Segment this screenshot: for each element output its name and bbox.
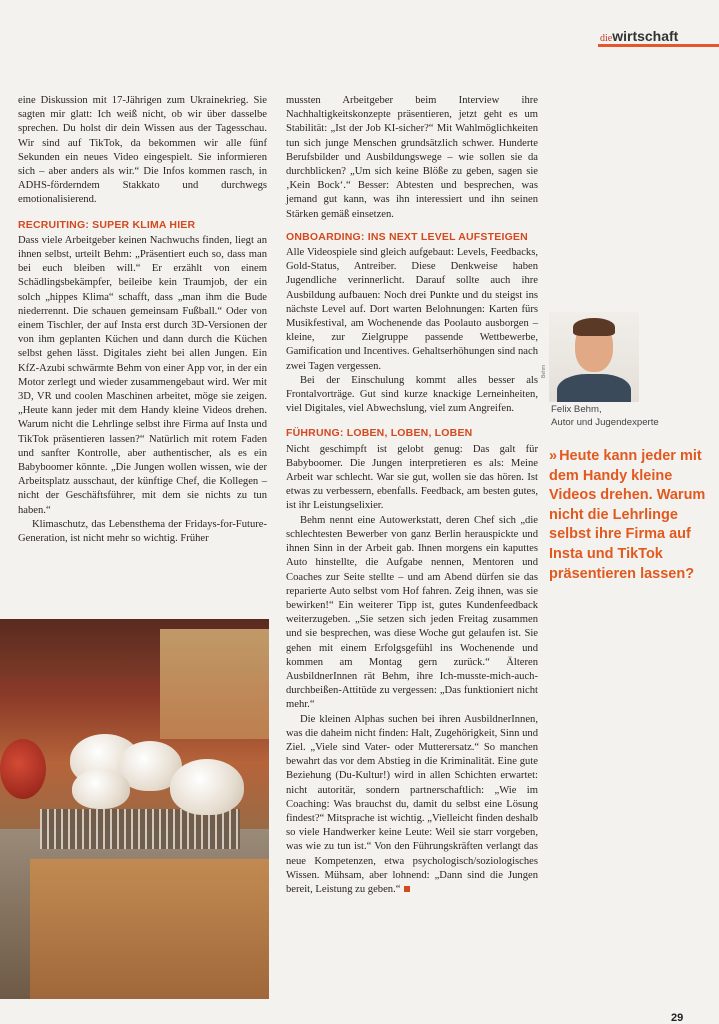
cup-icon (72, 769, 130, 809)
section-title: wirtschaft (612, 28, 679, 44)
workshop-paragraph: Behm nennt eine Autowerkstatt, deren Chef sich „die schlechtesten Bewerber von ganz Berlin herauspickte und ihnen Sinn in der Arbeit gab. Ihnen morgens ein kaputtes Auto hinstellte, die Aufgabe nennen, Mentoren und Coaches zur Seite stellte – und am Abend dürfen sie das reparierte Auto selbst vom Hof fahren. Zeig ihnen, was sie bewirken!“ Ein weiterer Tipp ist, gutes Kundenfeedback weiterzugeben. „Sie setzen sich jeden Freitag zusammen und sie besprechen, was diese Woche gut gelaufen ist. Sie gehen mit einem Erfolgsgefühl ins Wochenende und kommen am Montag gern zurück.“ Älteren AusbildnerInnen rät Behm, ihre Ich-musste-mich-auch-durchbeißen-Attitüde zu vergessen: „Das funktioniert nicht mehr.“ (286, 514, 538, 711)
portrait-caption (551, 404, 659, 429)
pull-quote-text: Heute kann jeder mit dem Handy kleine Videos drehen. Warum nicht die Lehrlinge selbst ihre Firma auf Insta und TikTok präsentieren lassen? (549, 448, 706, 582)
end-mark-icon (404, 886, 410, 892)
climate-paragraph: Klimaschutz, das Lebensthema der Fridays-for-Future-Generation, ist nicht mehr so wichtig. Früher (18, 518, 267, 545)
mid-intro-paragraph: mussten Arbeitgeber beim Interview ihre Nachhaltigkeitskonzepte präsentieren, jetzt geht es um Stabilität: „Ist der Job KI-sicher?“ Mit Wahlmöglichkeiten tun sich junge Menschen grundsätzlich schwer. Hunderte Berufsbilder und Ausbildungswege – wie sollen sie da durchblicken? „Um sich keine Blöße zu geben, sagen sie ‚Kein Bock‘.“ Besser: Abtesten und besprechen, was jemand gut kann, was ihn interessiert und ihn seinen Stärken gemäß einsetzen. (286, 95, 538, 220)
caption-name: Felix Behm, (551, 404, 602, 415)
page-number: 29 (671, 1012, 684, 1024)
alphas-paragraph: Die kleinen Alphas suchen bei ihren AusbildnerInnen, was die daheim nicht finden: Halt, Zugehörigkeit, Sinn und Ziel. „Viele sind Vater- oder Mutterersatz.“ So manchen bewahrt das vor dem Abstieg in die Kriminalität. Eine gute Beziehung (Du-Kultur!) wird in allen Schichten erwartet: nicht autoritär, sondern partnerschaftlich: „Wie im Coaching: Was brauchst du, damit du selbst eine Lösung findest?“ Mitsprache ist wichtig. „Vielleicht finden deshalb so viele Handwerker keine Leute: Weil sie starr vorgeben, was wie zu tun ist.“ Von den Führungskräften verlangt das neue Kompetenzen, etwa psychologisch/soziologisches Wissen. Mühsam, aber lohnend: „Dann sind die Jungen bereit, Leistung zu geben.“ (286, 713, 538, 895)
onboarding-paragraph: Alle Videospiele sind gleich aufgebaut: Levels, Feedbacks, Gold-Status, Antreiber. Diese Denkweise haben Jugendliche verinnerlicht. Darauf sollte auch ihre Ausbildung aufbauen: Noch drei Punkte und du steigst ins nächste Level auf. Dort warten Belohnungen: Karten fürs Musikfestival, am Wochenende das Poolauto ausborgen – kleine, zur Zielgruppe passende Wettbewerbe, Gamification und Incentives. Gehaltserhöhungen sind nach zwei Tagen vergessen. (286, 247, 538, 372)
quote-arrow-icon: » (549, 448, 556, 464)
pull-quote (549, 447, 709, 584)
author-portrait (549, 312, 639, 402)
recruiting-paragraph: Dass viele Arbeitgeber keinen Nachwuchs finden, liegt an ihnen selbst, urteilt Behm: „Präsentiert euch so, dass man bei euch bleiben will.“ Er erzählt von einem Schädlingsbekämpfer, beileibe kein Traumjob, der ein solch „hippes Klima“ schafft, dass „man ihm die Bude niederrennt. Die schauen gemeinsam Fußball.“ Oder von einem Tischler, der auf Insta erst durch 3D-Versionen der von ihm geplanten Küchen und dann durch die Küchen selbst gehen lässt. Digitales zieht bei allen Jungen. Ein KfZ-Azubi schwärmte Behm von einer App vor, in der ein Motor zerlegt und wieder zusammengebaut wird. Wer mit 3D, VR und coolen Maschinen arbeitet, möge sie zeigen. „Heute kann jeder mit dem Handy kleine Videos drehen. Warum nicht die Lehrlinge selbst ihre Firma auf Insta und TikTok präsentieren lassen?“ Natürlich mit rotem Faden und sanfter Kontrolle, aber authentischer, als es ein Babyboomer könnte. „Die Jungen wollen wissen, wie der Arbeitsplatz ausschaut, der künftige Chef, die Kollegen – nicht der Geschäftsführer, mit dem sie nichts zu tun haben.“ (18, 234, 267, 516)
cup-icon (170, 759, 244, 815)
middle-column (286, 94, 538, 897)
section-prefix: die (600, 33, 613, 44)
coffee-machine-photo (0, 619, 269, 999)
training-paragraph: Bei der Einschulung kommt alles besser als Frontalvorträge. Gut sind kurze knackige Lerneinheiten, viel Digitales, viel Abwechslung, viel zum Angreifen. (286, 374, 538, 415)
praise-paragraph: Nicht geschimpft ist gelobt genug: Das galt für Babyboomer. Die Jungen interpretieren es als: Meine Arbeit war schlecht. War sie gut, wollen sie das hören. Ist etwas zu verbessern, ebenfalls. Feedback, am besten gutes, ist ihr Leistungselixier. (286, 443, 538, 512)
photo-credit: Behm (541, 364, 547, 378)
subheading-leadership: FÜHRUNG: LOBEN, LOBEN, LOBEN (286, 427, 473, 440)
caption-role: Autor und Jugendexperte (551, 416, 659, 428)
left-intro-paragraph: eine Diskussion mit 17-Jährigen zum Ukrainekrieg. Sie sagten mir glatt: Ich weiß nicht, ob wir über dasselbe sprechen. Du holst dir dein Wissen aus der Tagesschau. Wir sind auf TikTok, da bekommen wir alle fünf Sekunden ein neues Video eingespielt. Sie informieren sich – aber anders als wir.“ Die Infos kommen rasch, in ADHS-förderndem Stakkato und durchwegs emotionalisierend. (18, 95, 267, 206)
subheading-recruiting: RECRUITING: SUPER KLIMA HIER (18, 218, 196, 231)
subheading-onboarding: ONBOARDING: INS NEXT LEVEL AUFSTEIGEN (286, 230, 528, 243)
left-column (18, 94, 267, 546)
header-rule (598, 44, 719, 47)
